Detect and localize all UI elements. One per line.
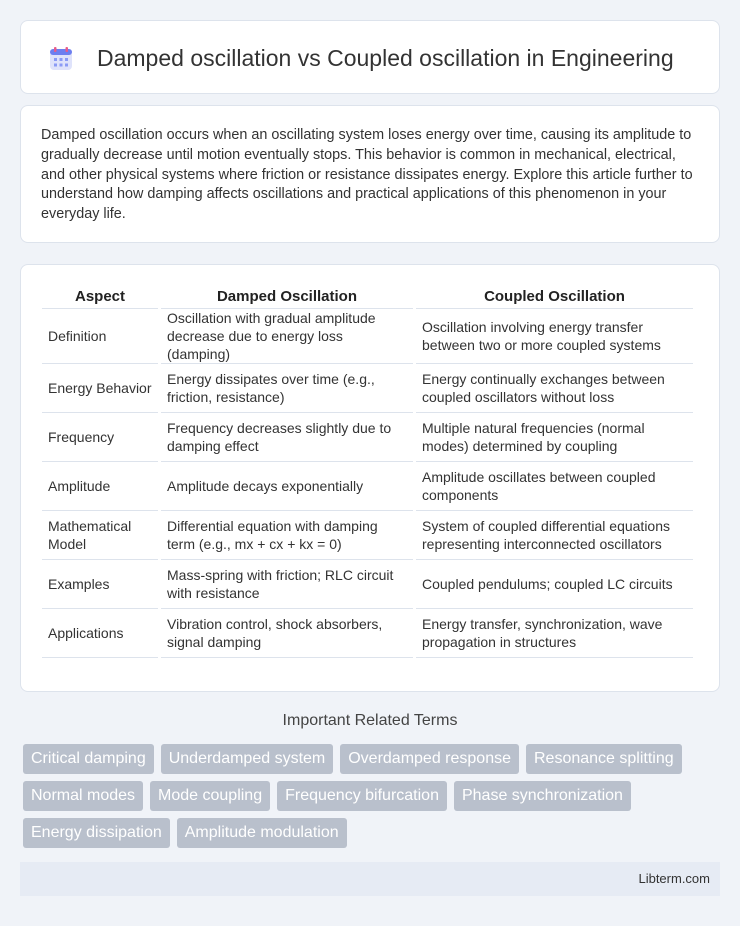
- related-term-chip[interactable]: Phase synchronization: [454, 781, 631, 811]
- cell-damped: Frequency decreases slightly due to damping effect: [161, 413, 413, 462]
- cell-coupled: Amplitude oscillates between coupled components: [416, 462, 693, 511]
- related-term-chip[interactable]: Mode coupling: [150, 781, 270, 811]
- related-term-chip[interactable]: Frequency bifurcation: [277, 781, 447, 811]
- comparison-table: [39, 285, 696, 658]
- cell-aspect: Applications: [42, 609, 158, 658]
- intro-paragraph: Damped oscillation occurs when an oscillating system loses energy over time, causing its amplitude to gradually decrease until motion eventually stops. This behavior is common in mechanical, electrical, and other physical systems where friction or resistance dissipates energy. Explore this article further to understand how damping affects oscillations and practical applications of this phenomenon in your everyday life.: [41, 127, 693, 223]
- cell-aspect: Energy Behavior: [42, 364, 158, 413]
- cell-coupled: Energy transfer, synchronization, wave propagation in structures: [416, 609, 693, 658]
- related-term-chip[interactable]: Critical damping: [23, 744, 154, 774]
- cell-damped: Differential equation with damping term (e.g., mx + cx + kx = 0): [161, 511, 413, 560]
- cell-damped: Energy dissipates over time (e.g., friction, resistance): [161, 364, 413, 413]
- cell-coupled: Coupled pendulums; coupled LC circuits: [416, 560, 693, 609]
- table-row: [42, 413, 693, 462]
- intro-card: [20, 105, 720, 243]
- header-card: [20, 20, 720, 94]
- table-row: [42, 511, 693, 560]
- table-row: [42, 462, 693, 511]
- cell-aspect: Amplitude: [42, 462, 158, 511]
- table-row: [42, 609, 693, 658]
- related-terms-heading: Important Related Terms: [282, 712, 458, 729]
- table-row: [42, 560, 693, 609]
- cell-coupled: System of coupled differential equations representing interconnected oscillators: [416, 511, 693, 560]
- header-coupled: Coupled Oscillation: [416, 285, 693, 309]
- calendar-grid-icon: [49, 47, 73, 71]
- related-term-chip[interactable]: Overdamped response: [340, 744, 519, 774]
- cell-damped: Oscillation with gradual amplitude decrease due to energy loss (damping): [161, 309, 413, 364]
- related-term-chip[interactable]: Underdamped system: [161, 744, 334, 774]
- footer-site-link[interactable]: Libterm.com: [638, 871, 710, 886]
- cell-damped: Mass-spring with friction; RLC circuit with resistance: [161, 560, 413, 609]
- cell-aspect: Examples: [42, 560, 158, 609]
- related-term-chip[interactable]: Normal modes: [23, 781, 143, 811]
- cell-coupled: Energy continually exchanges between coupled oscillators without loss: [416, 364, 693, 413]
- page-title: Damped oscillation vs Coupled oscillation in Engineering: [97, 45, 674, 71]
- related-terms-list: [23, 744, 703, 848]
- table-row: [42, 309, 693, 364]
- cell-damped: Vibration control, shock absorbers, signal damping: [161, 609, 413, 658]
- cell-coupled: Multiple natural frequencies (normal modes) determined by coupling: [416, 413, 693, 462]
- cell-coupled: Oscillation involving energy transfer between two or more coupled systems: [416, 309, 693, 364]
- header-aspect: Aspect: [42, 285, 158, 309]
- related-term-chip[interactable]: Energy dissipation: [23, 818, 170, 848]
- cell-aspect: Mathematical Model: [42, 511, 158, 560]
- table-row: [42, 364, 693, 413]
- footer: [20, 862, 720, 896]
- cell-aspect: Frequency: [42, 413, 158, 462]
- comparison-table-card: [20, 264, 720, 692]
- cell-damped: Amplitude decays exponentially: [161, 462, 413, 511]
- related-term-chip[interactable]: Resonance splitting: [526, 744, 682, 774]
- related-term-chip[interactable]: Amplitude modulation: [177, 818, 347, 848]
- cell-aspect: Definition: [42, 309, 158, 364]
- table-header-row: [42, 285, 693, 309]
- header-damped: Damped Oscillation: [161, 285, 413, 309]
